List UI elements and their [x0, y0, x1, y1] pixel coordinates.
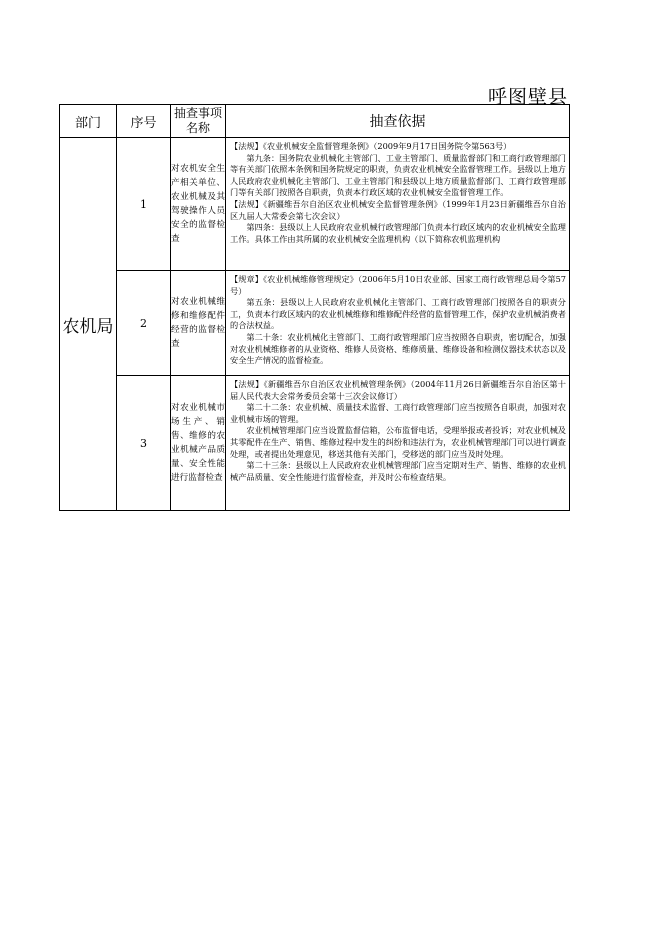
basis-line: 第二十三条：县级以上人民政府农业机械管理部门应当定期对生产、销售、维修的农业机械产品质量、安全性能进行监督检查，并及时公布检查结果。 — [230, 460, 566, 482]
inspection-table — [59, 104, 570, 511]
header-basis: 抽查依据 — [226, 105, 570, 138]
table-row — [60, 376, 570, 511]
basis-line: 第九条：国务院农业机械化主管部门、工业主管部门、质量监督部门和工商行政管理部门等有关部门依照本条例和国务院规定的职责，负责农业机械安全监督管理工作。县级以上地方人民政府农业机械化主管部门、工业主管部门和县级以上地方质量监督部门、工商行政管理部门等有关部门按照各自职责，负责本行政区域的农业机械安全监督管理工作。 — [230, 152, 566, 198]
basis-cell — [226, 138, 570, 271]
basis-line: 【法规】《农业机械安全监督管理条例》（2009年9月17日国务院令第563号） — [230, 141, 512, 151]
basis-line: 【法规】《新疆维吾尔自治区农业机械安全监督管理条例》（1999年1月23日新疆维吾尔自治区九届人大常委会第七次会议） — [230, 198, 566, 221]
basis-cell — [226, 376, 570, 511]
basis-cell — [226, 271, 570, 376]
header-seq: 序号 — [117, 105, 171, 138]
page-title: 呼图壁县 — [488, 86, 569, 108]
basis-line: 农业机械管理部门应当设置监督信箱，公布监督电话，受理举报或者投诉；对农业机械及其零配件在生产、销售、维修过程中发生的纠纷和违法行为，农业机械管理部门可以进行调查处理，或者提出处理意见，移送其他有关部门，受移送的部门应当及时处理。 — [230, 425, 566, 459]
header-row — [60, 105, 570, 138]
table-row — [60, 271, 570, 376]
header-dept: 部门 — [60, 105, 117, 138]
basis-line: 第二十二条：农业机械、质量技术监督、工商行政管理部门应当按照各自职责，加强对农业机械市场的管理。 — [230, 402, 566, 424]
basis-line: 第五条：县级以上人民政府农业机械化主管部门、工商行政管理部门按照各自的职责分工，负责本行政区域内的农业机械维修和维修配件经营的监督管理工作，保护农业机械消费者的合法权益。 — [230, 297, 566, 331]
table-row — [60, 138, 570, 271]
basis-line: 【规章】《农业机械维修管理规定》（2006年5月10日农业部、国家工商行政管理总局令第57号） — [230, 274, 566, 296]
item-cell: 对农业机械市场生产、销售、维修的农业机械产品质量、安全性能进行监督检查 — [171, 376, 226, 511]
seq-cell: 1 — [117, 138, 171, 271]
basis-line: 第四条：县级以上人民政府农业机械行政管理部门负责本行政区域内的农业机械安全监理工作。具体工作由其所属的农业机械安全监理机构（以下简称农机监理机构 — [230, 222, 566, 244]
item-cell: 对农机安全生产相关单位、农业机械及其驾驶操作人员安全的监督检查 — [171, 138, 226, 271]
item-cell: 对农业机械维修和维修配件经营的监督检查 — [171, 271, 226, 376]
basis-line: 【法规】《新疆维吾尔自治区农业机械管理条例》（2004年11月26日新疆维吾尔自治区第十届人民代表大会常务委员会第十三次会议修订） — [230, 379, 566, 401]
seq-cell: 3 — [117, 376, 171, 511]
header-item: 抽查事项名称 — [171, 105, 226, 138]
basis-line: 第二十条：农业机械化主管部门、工商行政管理部门应当按照各自职责，密切配合，加强对农业机械维修者的从业资格、维修人员资格、维修质量、维修设备和检测仪器技术状态以及安全生产情况的监督检查。 — [230, 331, 566, 366]
department-cell: 农机局 — [60, 138, 117, 511]
seq-cell: 2 — [117, 271, 171, 376]
